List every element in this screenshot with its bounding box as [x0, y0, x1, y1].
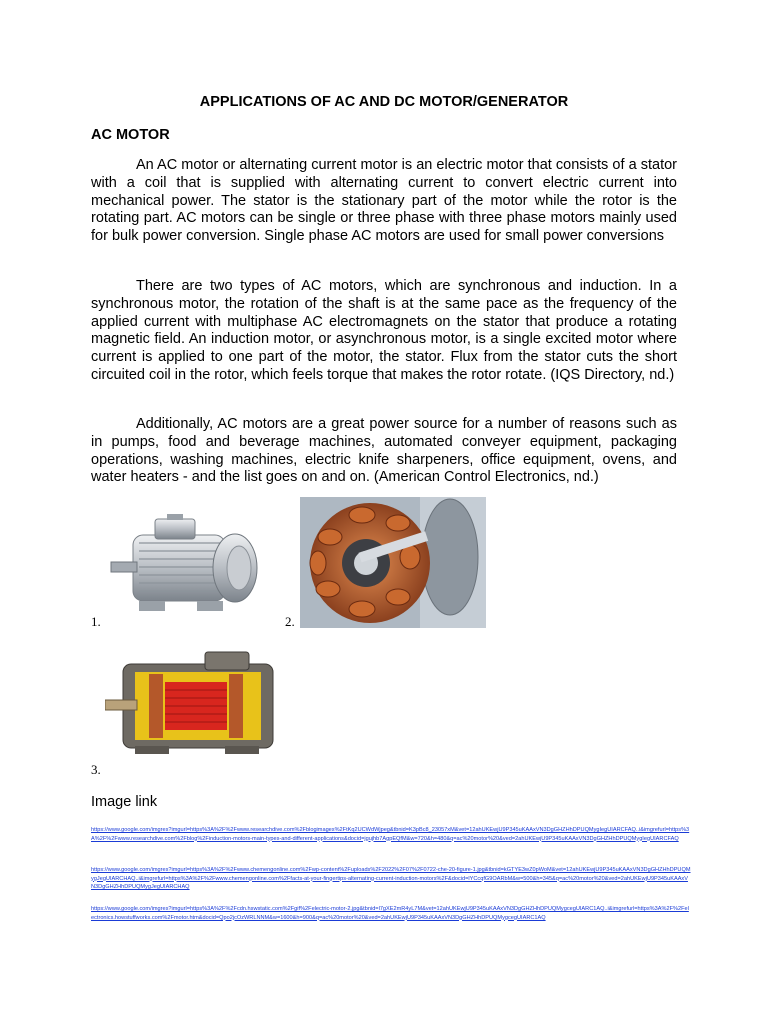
ac-motor-housing-photo-icon [105, 505, 281, 627]
image-link-3[interactable]: https://www.google.com/imgres?imgurl=https%3A%2F%2Fcdn.hswstatic.com%2Fgif%2Felectric-motor-2.jpg&tbnid=l7gXE2mR4yL7M&vet=12ahUKEwjU9P345uKAAxVN3DgGHZHhDPUQMygcegUIARC1AQ..i&imgrefurl=https%3A%2F%2Felectronics.howstuffworks.com%2Fmotor.htm&docid=Qpo2jcOzWRLNNM&w=1600&h=900&q=ac%20motor%20&ved=2ahUKEwjU9P345uKAAxVN3DgGHZHhDPUQMygcegUIARC1AQ [91, 906, 689, 921]
figure-number-2: 2. [285, 614, 295, 629]
page-title: APPLICATIONS OF AC AND DC MOTOR/GENERATOR [199, 94, 569, 110]
stator-windings-photo-icon [300, 497, 486, 628]
motor-cutaway-photo-icon [105, 648, 283, 761]
image-link-1[interactable]: https://www.google.com/imgres?imgurl=https%3A%2F%2Fwww.researchdive.com%2Fblogimages%2FtKq2UCWdWjpeg&tbnid=K3pBc8_23057xM&vet=12ahUKEwjU9P345uKAAxVN3DgGHZHhDPUQMygIegUIARCFAQ..i&imgrefurl=https%3A%2F%2Fwww.researchdive.com%2Fblog%2Finduction-motors-main-types-and-different-applications&docid=jgujhb7AgpEQfM&w=720&h=480&q=ac%20motor%20&ved=2ahUKEwjU9P345uKAAxVN3DgGHZHhDPUQMygIegUIARCFAQ [91, 827, 690, 842]
image-link-heading: Image link [91, 794, 158, 810]
section-heading: AC MOTOR [91, 127, 170, 143]
paragraph-1: An AC motor or alternating current motor is an electric motor that consists of a stator with a coil that is supplied with alternating current to convert electric current into mechanical power. The stator is the stationary part of the motor while the rotor is the rotating part. AC motors can be single or three phase with three phase motors mainly used for bulk power conversion. Single phase AC motors are used for small power conversions [91, 157, 677, 245]
paragraph-3: Additionally, AC motors are a great power source for a number of reasons such as in pumps, food and beverage machines, automated conveyer equipment, packaging operations, washing machines, electric knife sharpeners, office equipment, ovens, and water heaters - and the list goes on and on. (American Control Electronics, nd.) [91, 416, 677, 486]
image-link-2[interactable]: https://www.google.com/imgres?imgurl=https%3A%2F%2Fwww.chemengonline.com%2Fwp-content%2Fuploads%2F2022%2F07%2F0722-che-20-figure-1.jpg&tbnid=kGTYE3wZ0pWoM&vet=12ahUKEwjU9P345uKAAxVN3DgGHZHhDPUQMygJegUIARCHAQ..i&imgrefurl=https%3A%2F%2Fwww.chemengonline.com%2Ffacts-at-your-fingertips-alternating-current-induction-motors%2F&docid=lYCcqfG9OARbM&w=500&h=345&q=ac%20motor%20&ved=2ahUKEwjU9P345uKAAxVN3DgGHZHhDPUQMygJegUIARCHAQ [91, 867, 691, 891]
figure-number-3: 3. [91, 762, 101, 777]
paragraph-2: There are two types of AC motors, which are synchronous and induction. In a synchronous motor, the rotation of the shaft is at the same pace as the frequency of the applied current with multiphase AC electromagnets on the stator that produce a rotating magnetic field. An induction motor, or asynchronous motor, is a single excited motor where current is applied to one part of the motor, the stator. Flux from the stator cuts the short circuited coil in the rotor, which feels torque that makes the rotor rotate. (IQS Directory, nd.) [91, 278, 677, 383]
figure-number-1: 1. [91, 614, 101, 629]
